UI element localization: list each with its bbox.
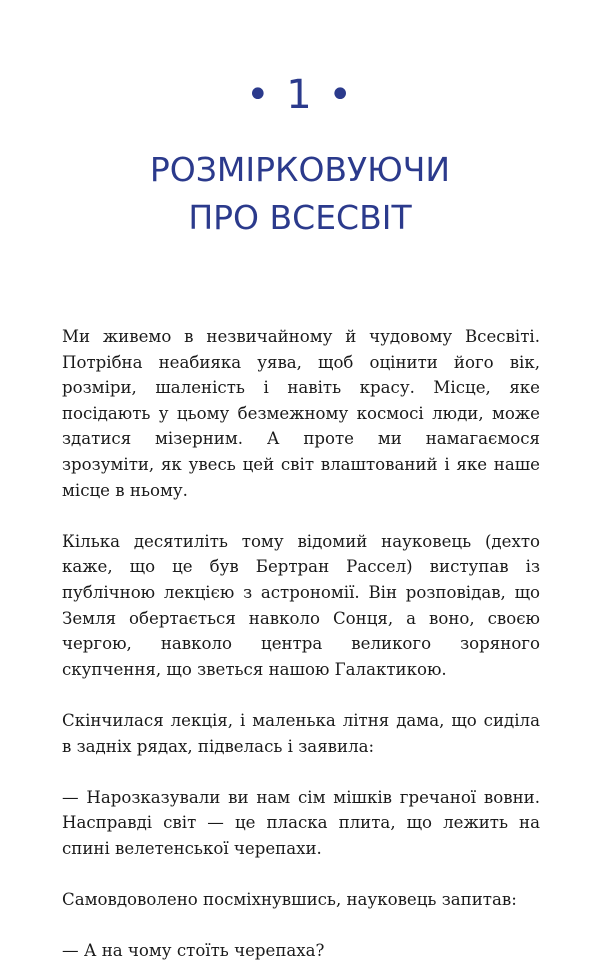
paragraph: Кілька десятиліть тому відомий науковець (дехто каже, що це був Бертран Рассел) виступав із публічною лекцією з астрономії. Він розповідав, що Земля обертається навколо Сонця, а воно, своєю чергою, навколо центра великого зоряного скупчення, що зветься нашою Галактикою. <box>62 531 540 679</box>
body-text <box>62 324 540 964</box>
chapter-title-line-2: ПРО ВСЕСВІТ <box>188 198 412 237</box>
paragraph: — А на чому стоїть черепаха? <box>62 941 325 961</box>
paragraph: Скінчилася лекція, і маленька літня дама, що сиділа в задніх рядах, підвелась і заявила: <box>62 710 540 756</box>
paragraph: Ми живемо в незвичайному й чудовому Всесвіті. Потрібна неабияка уява, щоб оцінити його вік, розміри, шаленість і навіть красу. Місце, яке посідають у цьому безмежному космосі люди, може здатися мізерним. А проте ми намагаємося зрозуміти, як увесь цей світ влаштований і яке наше місце в ньому. <box>62 327 540 500</box>
paragraph: Самовдоволено посміхнувшись, науковець запитав: <box>62 890 517 910</box>
chapter-title <box>0 146 600 242</box>
chapter-number: • 1 • <box>245 72 355 118</box>
paragraph: — Нарозказували ви нам сім мішків гречаної вовни. Насправді світ — це пласка плита, що лежить на спині велетенської черепахи. <box>62 787 540 858</box>
chapter-title-line-1: РОЗМІРКОВУЮЧИ <box>149 150 451 189</box>
